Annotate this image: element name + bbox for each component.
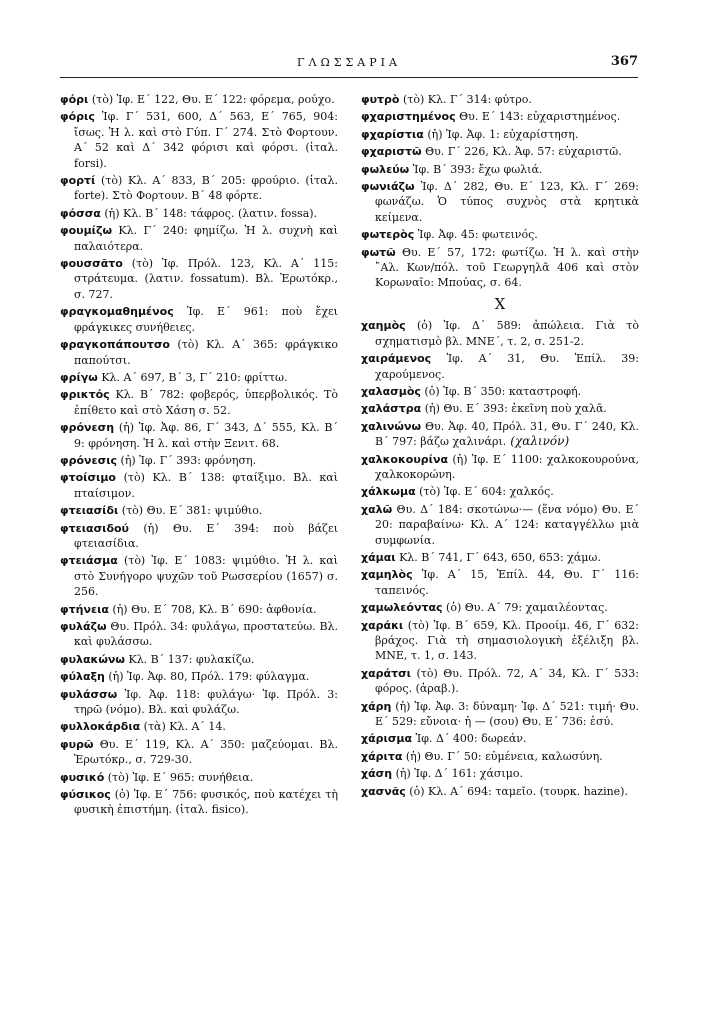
entry-headword: φυλάσσω [60,687,118,701]
entry-definition: (ἡ) Ἰφ. Ἀφ. 3: δύναμη· Ἰφ. Δ΄ 521: τιμή· Θυ. Ε΄ 529: εὔνοια· ἡ — (σου) Θυ. Ε΄ 736: ἐσύ. [375,699,639,729]
glossary-entry [361,127,639,142]
glossary-entry [60,256,338,302]
glossary-entry [60,370,338,385]
entry-headword: φύσικος [60,788,111,802]
entry-headword: φύλαξη [60,670,105,684]
entry-headword: χάση [361,767,393,781]
entry-definition: (τὸ) Κλ. Α΄ 365: φράγκικο παπούτσι. [74,338,338,367]
entry-headword: χαλινώνω [361,419,422,433]
glossary-entry [60,453,338,468]
entry-headword: φτειασίδι [60,504,119,518]
glossary-entry [361,351,639,382]
entry-headword: φτειάσμα [60,554,118,568]
glossary-entry [60,92,338,107]
glossary-entry [361,92,639,107]
entry-headword: φραγκοπάπουτσο [60,338,170,352]
glossary-entry [361,162,639,177]
entry-definition: (τὸ) Ἰφ. Β΄ 659, Κλ. Προοίμ. 46, Γ΄ 632: βράχος. Γιὰ τὴ σημασιολογικὴ ἐξέλιξη βλ. ΜΝΕ, τ. 1, σ. 143. [375,618,640,663]
entry-definition: Ἰφ. Ἀφ. 45: φωτεινός. [417,228,538,242]
entry-definition: (τὸ) Θυ. Ε΄ 381: ψιμύθιο. [121,504,263,518]
entry-definition: (τὸ) Κλ. Γ΄ 314: φύτρο. [402,93,532,106]
entry-headword: φυλλοκάρδια [60,720,141,734]
entry-headword: φχαριστῶ [361,145,422,159]
glossary-entry [60,553,338,599]
glossary-entry [60,206,338,221]
entry-definition: Ἰφ. Δ΄ 400: δωρεάν. [415,732,527,746]
glossary-entry [361,109,639,124]
glossary-entry [361,419,639,450]
entry-headword: χάλκωμα [361,485,416,499]
entry-definition: (ὁ) Ἰφ. Ε΄ 756: φυσικός, ποὺ κατέχει τὴ φυσικὴ ἐπιστήμη. (ἰταλ. fisico). [74,788,338,817]
entry-headword: φτειασιδού [60,521,129,535]
entry-headword: χαράτσι [361,666,411,680]
entry-headword: χαμηλὸς [361,568,413,582]
entry-definition: (τὸ) Θυ. Πρόλ. 72, Α΄ 34, Κλ. Γ΄ 533: φόρος. (ἀραβ.). [375,666,639,696]
entry-definition: (τὸ) Κλ. Β΄ 138: φταίξιμο. Βλ. καὶ πταίσιμον. [74,471,339,500]
entry-headword: χαημὸς [361,319,406,333]
glossary-entry [60,420,338,451]
glossary-entry [60,470,338,501]
entry-definition: Κλ. Β΄ 137: φυλακίζω. [128,652,255,666]
glossary-entry [361,600,639,615]
entry-definition: (ὁ) Θυ. Α΄ 79: χαμαιλέοντας. [446,601,608,615]
entry-headword: χάρισμα [361,732,413,746]
entry-definition: Κλ. Β΄ 741, Γ΄ 643, 650, 653: χάμω. [399,550,601,564]
entry-headword: χάμαι [361,550,396,564]
glossary-entry [60,619,338,650]
glossary-entry [60,737,338,768]
section-letter: Χ [494,294,506,313]
entry-definition: (ἡ) Ἰφ. Ε΄ 1100: χαλκοκουρούνα, χαλκοκορώνη. [375,452,639,481]
entry-definition: (τὸ) Ἰφ. Ε΄ 965: συνήθεια. [107,770,254,784]
entry-headword: χασνᾶς [361,784,406,798]
entry-headword: φρίγω [60,370,98,384]
entry-headword: φουσσᾶτο [60,257,123,271]
entry-definition: (ἡ) Θυ. Γ΄ 50: εὐμένεια, καλωσύνη. [405,749,603,763]
entry-definition: (ὁ) Ἰφ. Δ΄ 589: ἀπώλεια. Γιὰ τὸ σχηματισμὸ βλ. ΜΝΕ΄, τ. 2, σ. 251-2. [375,319,639,348]
running-head: ΓΛΩΣΣΑΡΙΑ [297,56,401,69]
entry-definition: Ἰφ. Α΄ 31, Θυ. Ἐπίλ. 39: χαρούμενος. [375,352,639,381]
glossary-entry [361,245,639,291]
entry-definition: (ἡ) Ἰφ. Ἀφ. 86, Γ΄ 343, Δ΄ 555, Κλ. Β΄ 9: φρόνηση. Ἡ λ. καὶ στὴν Ξενιτ. 68. [74,421,339,450]
glossary-entry [361,227,639,242]
right-column-bottom-entries [361,318,639,799]
glossary-entry [60,602,338,617]
glossary-entry [361,731,639,746]
glossary-entry [361,179,639,225]
entry-definition: (ἡ) Ἰφ. Γ΄ 393: φρόνηση. [120,453,257,467]
glossary-entry [60,669,338,684]
glossary-entry [361,567,639,598]
glossary-entry [361,401,639,416]
entry-headword: φχαρίστια [361,127,424,141]
glossary-entry [361,699,639,730]
entry-headword: φυσικό [60,770,105,784]
glossary-entry [60,337,338,368]
left-column [60,92,338,820]
glossary-entry [361,318,639,349]
entry-definition: Ἰφ. Γ΄ 531, 600, Δ΄ 563, Ε΄ 765, 904: ἴσως. Ἡ λ. καὶ στὸ Γύπ. Γ΄ 274. Στὸ Φορτουν. Α΄ 52 καὶ Δ΄ 342 φόρισι καὶ φόρσι. (ἰταλ. forsi). [74,110,339,170]
entry-headword: φουμίζω [60,224,113,238]
entry-headword: χαλῶ [361,502,393,516]
entry-definition: Ἰφ. Ἀφ. 118: φυλάγω· Ἰφ. Πρόλ. 3: τηρῶ (νόμο). Βλ. καὶ φυλάζω. [74,687,338,717]
entry-definition: (ἡ) Ἰφ. Ἀφ. 80, Πρόλ. 179: φύλαγμα. [108,670,310,684]
page-number: 367 [610,54,638,69]
glossary-entry [361,144,639,159]
handwritten-note: (χαλινόν) [510,434,570,449]
glossary-entry [60,687,338,718]
entry-headword: χαμωλεόντας [361,601,443,615]
entry-headword: φορτί [60,174,96,188]
entry-definition: (ὁ) Ἰφ. Β΄ 350: καταστροφή. [424,384,582,398]
entry-headword: χάρη [361,699,392,713]
glossary-entry [361,618,639,664]
entry-headword: φυλακώνω [60,652,125,666]
entry-headword: χαλάστρα [361,402,422,416]
entry-definition: (τὸ) Ἰφ. Ε΄ 1083: ψιμύθιο. Ἡ λ. καὶ στὸ Συνήγορο ψυχῶν τοῦ Ρωσσερίου (1657) σ. 256. [74,554,338,599]
entry-headword: φωτῶ [361,245,396,259]
entry-headword: χαιράμενος [361,352,432,366]
entry-definition: (τὸ) Ἰφ. Πρόλ. 123, Κλ. Α΄ 115: στράτευμα. (λατιν. fossatum). Βλ. Ἐρωτόκρ., σ. 727. [74,257,338,301]
entry-definition: Θυ. Δ΄ 184: σκοτώνω·— (ἕνα νόμο) Θυ. Ε΄ 20: παραβαίνω· Κλ. Α΄ 124: καταγγέλλω μιὰ συμφωνία. [375,502,640,547]
entry-definition: Κλ. Γ΄ 240: φημίζω. Ἡ λ. συχνὴ καὶ παλαιότερα. [74,224,338,253]
glossary-entry [60,521,338,552]
entry-definition: Ἰφ. Β΄ 393: ἔχω φωλιά. [412,162,543,176]
glossary-entry [60,719,338,734]
glossary-entry [60,652,338,667]
entry-headword: χαλασμὸς [361,384,421,398]
entry-headword: φόρις [60,110,95,124]
entry-definition: (ὁ) Κλ. Α΄ 694: ταμεῖο. (τουρκ. hazine). [409,784,628,798]
entry-headword: χάριτα [361,749,403,763]
glossary-entry [60,770,338,785]
glossary-entry [361,502,639,548]
entry-definition: (ἡ) Θυ. Ε΄ 394: ποὺ βάζει φτειασίδια. [74,521,339,550]
entry-definition: Ἰφ. Α΄ 15, Ἐπίλ. 44, Θυ. Γ΄ 116: ταπεινός. [375,568,639,597]
entry-definition: Θυ. Ἀφ. 40, Πρόλ. 31, Θυ. Γ΄ 240, Κλ. Β΄ 797: βάζω χαλινάρι. [375,419,639,449]
glossary-entry [60,173,338,204]
right-column [361,92,639,801]
glossary-entry [361,484,639,499]
entry-headword: φόρι [60,93,89,106]
entry-definition: Θυ. Ε΄ 119, Κλ. Α΄ 350: μαζεύομαι. Βλ. Ἐρωτόκρ., σ. 729-30. [74,737,338,767]
header-rule [60,77,638,78]
glossary-entry [361,666,639,697]
entry-definition: (ἡ) Θυ. Ε΄ 393: ἐκεῖνη ποὺ χαλᾶ. [424,402,607,416]
glossary-entry [60,304,338,335]
entry-definition: (ἡ) Θυ. Ε΄ 708, Κλ. Β΄ 690: ἀφθονία. [112,602,317,616]
entry-definition: Θυ. Γ΄ 226, Κλ. Ἀφ. 57: εὐχαριστῶ. [425,145,622,159]
glossary-entry [361,452,639,483]
entry-definition: (ἡ) Κλ. Β΄ 148: τάφρος. (λατιν. fossa). [104,206,318,220]
entry-headword: φυτρὸ [361,93,400,106]
entry-definition: Ἰφ. Δ΄ 282, Θυ. Ε΄ 123, Κλ. Γ΄ 269: φωνάζω. Ὁ τύπος συχνὸς στὰ κρητικὰ κείμενα. [375,180,639,224]
entry-headword: φωτερὸς [361,228,415,242]
entry-definition: (τὸ) Κλ. Α΄ 833, Β΄ 205: φρούριο. (ἰταλ. forte). Στὸ Φορτουν. Β΄ 48 φόρτε. [74,174,338,203]
entry-headword: φρικτός [60,388,110,402]
entry-definition: (ἡ) Ἰφ. Δ΄ 161: χάσιμο. [395,767,523,781]
entry-definition: Κλ. Α΄ 697, Β΄ 3, Γ΄ 210: φρίττω. [101,370,288,384]
entry-definition: Κλ. Β΄ 782: φοβερός, ὑπερβολικός. Τὸ ἐπίθετο καὶ στὸ Χάση σ. 52. [74,388,339,417]
entry-definition: Ἰφ. Ε΄ 961: ποὺ ἔχει φράγκικες συνήθειες. [74,305,338,334]
glossary-entry [60,503,338,518]
entry-headword: φυλάζω [60,620,107,633]
glossary-entry [361,749,639,764]
entry-headword: φωλεύω [361,162,410,176]
glossary-entry [361,766,639,781]
glossary-entry [60,387,338,418]
entry-headword: χαλκοκουρίνα [361,452,448,466]
entry-definition: Θυ. Ε΄ 143: εὐχαριστημένος. [459,110,621,124]
entry-definition: (τὰ) Κλ. Α΄ 14. [143,720,226,734]
glossary-entry [361,384,639,399]
entry-headword: φτήνεια [60,602,109,616]
entry-headword: φρόνεσις [60,453,118,467]
glossary-entry [60,787,338,818]
entry-definition: Θυ. Πρόλ. 34: φυλάγω, προστατεύω. Βλ. καὶ φυλάσσω. [74,620,338,649]
glossary-entry [361,550,639,565]
entry-definition: (ἡ) Ἰφ. Ἀφ. 1: εὐχαρίστηση. [427,127,579,141]
entry-headword: φρόνεση [60,421,115,435]
right-column-top-entries [361,92,639,291]
entry-definition: (τὸ) Ἰφ. Ε΄ 604: χαλκός. [419,485,554,499]
entry-definition: (τὸ) Ἰφ. Ε΄ 122, Θυ. Ε΄ 122: φόρεμα, ρούχο. [91,93,335,106]
entry-headword: φραγκομαθημένος [60,305,174,319]
entry-headword: φχαριστημένος [361,110,456,124]
entry-headword: φόσσα [60,206,101,220]
entry-headword: χαράκι [361,618,404,632]
glossary-entry [60,109,338,171]
entry-headword: φωνιάζω [361,180,415,194]
glossary-entry [361,784,639,799]
page-header [60,52,638,78]
entry-definition: Θυ. Ε΄ 57, 172: φωτίζω. Ἡ λ. καὶ στὴν ῎Αλ. Κων/πόλ. τοῦ Γεωργηλᾶ 406 καὶ στὸν Κορωναῖο: Μπούας, σ. 64. [375,245,639,290]
glossary-entry [60,223,338,254]
entry-headword: φτοίσιμο [60,471,116,485]
entry-headword: φυρῶ [60,737,94,751]
